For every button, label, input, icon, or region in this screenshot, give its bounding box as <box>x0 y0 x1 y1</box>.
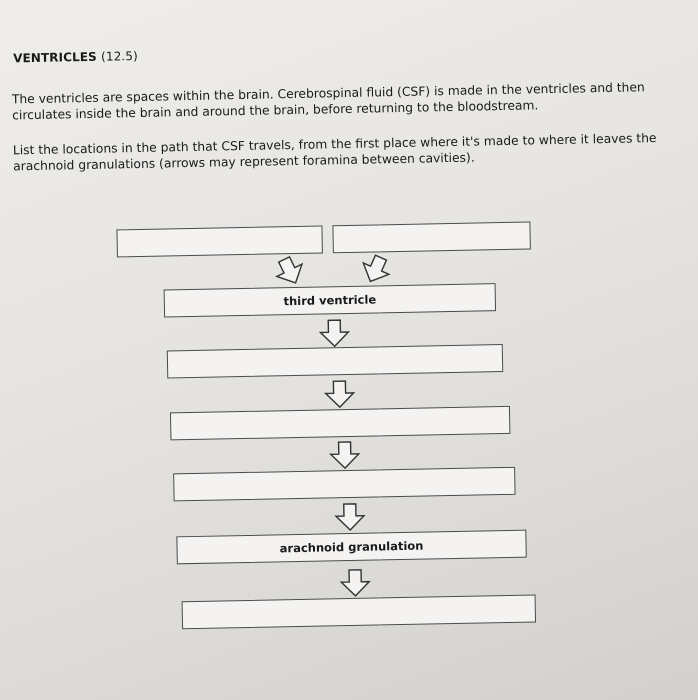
instruction-paragraph: List the locations in the path that CSF travels, from the first place where it's made to where it leaves the arachnoid granulations (arrows may represent foramina between cavities). <box>12 131 657 174</box>
arrow-icon-5 <box>341 570 369 597</box>
arrow-icon-1 <box>320 320 348 347</box>
arrow-icon-top-left <box>272 253 309 289</box>
heading-title: VENTRICLES <box>12 49 97 66</box>
intro-paragraph: The ventricles are spaces within the brain. Cerebrospinal fluid (CSF) is made in the ventricles and then circulates inside the brain and around the brain, before returning to the bloodstream. <box>11 80 645 123</box>
box-arachnoid-granulation-label: arachnoid granulation <box>279 538 424 556</box>
arrow-icon-3 <box>331 442 359 469</box>
arrow-icon-top-right <box>358 252 394 287</box>
heading-section: (12.5) <box>100 48 138 64</box>
arrow-icon-2 <box>325 381 353 408</box>
arrow-icon-4 <box>336 504 364 531</box>
box-third-ventricle-label: third ventricle <box>283 292 377 309</box>
